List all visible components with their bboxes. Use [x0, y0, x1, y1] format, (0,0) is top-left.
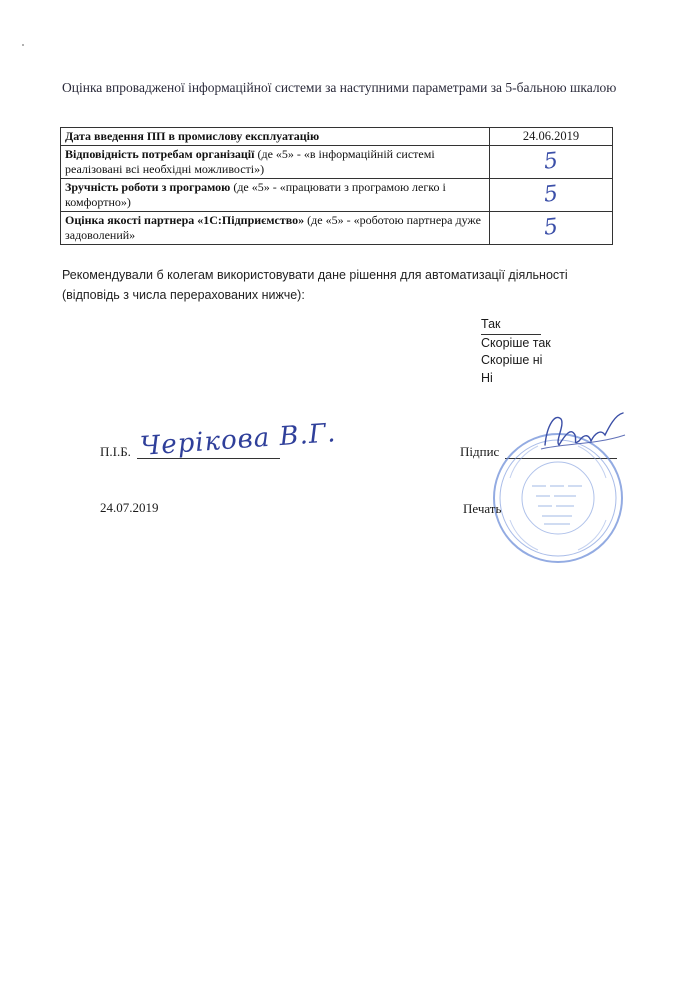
handwritten-signature	[515, 405, 635, 465]
evaluation-table	[60, 127, 613, 245]
table-row	[61, 128, 613, 146]
answer-cell	[490, 128, 613, 146]
option-1: Так	[481, 316, 541, 335]
criterion-note: (де «5» - «в інформаційній системі реалізовані всі необхідні можливості»)	[65, 147, 435, 176]
table-row	[61, 212, 613, 245]
pib-handwritten-name: Черікова В.Г.	[139, 418, 338, 462]
option-3: Скоріше ні	[481, 353, 543, 367]
answer-cell	[490, 146, 613, 179]
intro-text: Оцінка впровадженої інформаційної системи за наступними параметрами за 5-бальною шкалою	[62, 80, 617, 95]
recommendation-question: Рекомендували б колегам використовувати дане рішення для автоматизації діяльності (відповідь з числа перерахованих нижче):	[62, 268, 568, 302]
criterion-cell	[61, 179, 490, 212]
criterion-title: Оцінка якості партнера «1С:Підприємство»	[65, 213, 305, 227]
criterion-cell	[61, 128, 490, 146]
pib-label: П.І.Б.	[100, 444, 131, 459]
scan-speck	[22, 44, 24, 46]
criterion-cell	[61, 146, 490, 179]
criterion-title: Відповідність потребам організації	[65, 147, 255, 161]
answer-value: 24.06.2019	[522, 129, 580, 143]
criterion-title: Зручність роботи з програмою	[65, 180, 231, 194]
answer-cell	[490, 179, 613, 212]
table-row	[61, 146, 613, 179]
signature-label: Підпис	[460, 444, 500, 459]
answer-cell	[490, 212, 613, 245]
stamp-label: Печать	[463, 501, 502, 516]
handwritten-score: 5	[542, 148, 560, 175]
criterion-note: (де «5» - «роботою партнера дуже задоволений»	[65, 213, 481, 242]
table-row	[61, 179, 613, 212]
signed-date: 24.07.2019	[100, 500, 159, 515]
criterion-cell	[61, 212, 490, 245]
option-4: Ні	[481, 370, 493, 385]
recommendation-options	[481, 316, 551, 387]
option-2: Скоріше так	[481, 335, 551, 350]
handwritten-score: 5	[542, 214, 560, 241]
criterion-title: Дата введення ПП в промислову експлуатацію	[65, 129, 320, 143]
handwritten-score: 5	[542, 181, 560, 208]
criterion-note: (де «5» - «працювати з програмою легко і комфортно»)	[65, 180, 446, 209]
